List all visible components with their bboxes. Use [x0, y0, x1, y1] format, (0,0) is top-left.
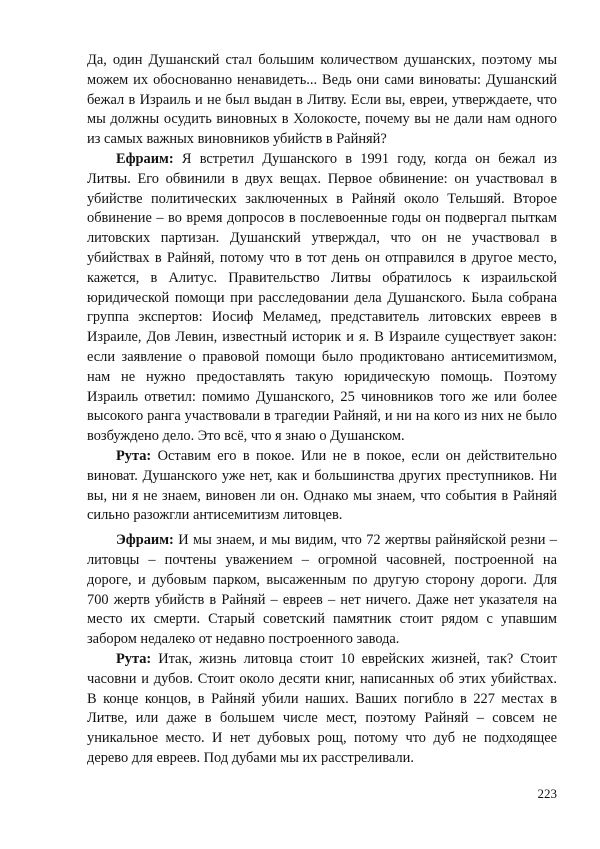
page-number: 223 — [537, 786, 557, 801]
paragraph-efraim-1 — [87, 150, 557, 447]
paragraph-text: И мы знаем, и мы видим, что 72 жертвы райняйской резни – литовцы – почтены уважением – огромной часовней, построенной на дороге, и дубовым парком, высаженным по другую сторону дороги. Для 700 жертв убийств в Райняй – евреев – нет ничего. Даже нет указателя на место их смерти. Старый советский памятник стоит рядом с упавшим забором недалеко от недавно построенного завода. — [87, 532, 557, 648]
paragraph-text: Оставим его в покое. Или не в покое, если он действительно виноват. Душанского уже нет, как и большинства других преступников. Ни вы, ни я не знаем, виновен ли он. Однако мы знаем, что события в Райняй сильно разожгли антисемитизм литовцев. — [87, 447, 557, 524]
speaker-label: Ефраим: — [116, 150, 174, 167]
speaker-label: Рута: — [116, 447, 152, 464]
paragraph-text: Итак, жизнь литовца стоит 10 еврейских жизней, так? Стоит часовни и дубов. Стоит около десяти книг, написанных об этих убийствах. В конце концов, в Райняй убили наших. Ваших погибло в 227 местах в Литве, или даже в большем числе мест, поэтому Райняй – совсем не уникальное место. И нет дубовых рощ, потому что дуб не подходящее дерево для евреев. Под дубами мы их расстреливали. — [87, 650, 557, 766]
speaker-label: Эфраим: — [116, 532, 174, 549]
paragraph-intro — [87, 51, 557, 150]
paragraph-text: Да, один Душанский стал большим количеством душанских, поэтому мы можем их обоснованно ненавидеть... Ведь они сами виноваты: Душанский бежал в Израиль и не был выдан в Литву. Если вы, евреи, утверждаете, что мы должны осудить виновных в Холокосте, почему вы не дали нам одного из самых важных виновников убийств в Райняй? — [87, 52, 557, 148]
page-body — [87, 51, 557, 769]
paragraph-text: Я встретил Душанского в 1991 году, когда он бежал из Литвы. Его обвинили в двух вещах. Первое обвинение: он участвовал в убийстве политических заключенных в Райняй около Тельшяй. Второе обвинение – во время допросов в послевоенные годы он подвергал пыткам литовских партизан. Душанский утверждал, что он не участвовал в убийствах в Райняй, потому что в тот день он отправился в другое место, кажется, в Алитус. Правительство Литвы обратилось к израильской юридической помощи при расследовании дела Душанского. Была собрана группа экспертов: Иосиф Меламед, представитель литовских евреев в Израиле, Дов Левин, известный историк и я. В Израиле существует закон: если заявление о правовой помощи было продиктовано антисемитизмом, нам не нужно предоставлять такую юридическую помощь. Поэтому Израиль ответил: помимо Душанского, 25 чиновников того же или более высокого ранга участвовали в трагедии Райняй, и ни на кого из них не было возбуждено дело. Это всё, что я знаю о Душанском. — [87, 150, 557, 445]
speaker-label: Рута: — [116, 650, 152, 667]
paragraph-ruta-1 — [87, 447, 557, 526]
paragraph-efraim-2 — [87, 531, 557, 650]
paragraph-ruta-2 — [87, 650, 557, 769]
